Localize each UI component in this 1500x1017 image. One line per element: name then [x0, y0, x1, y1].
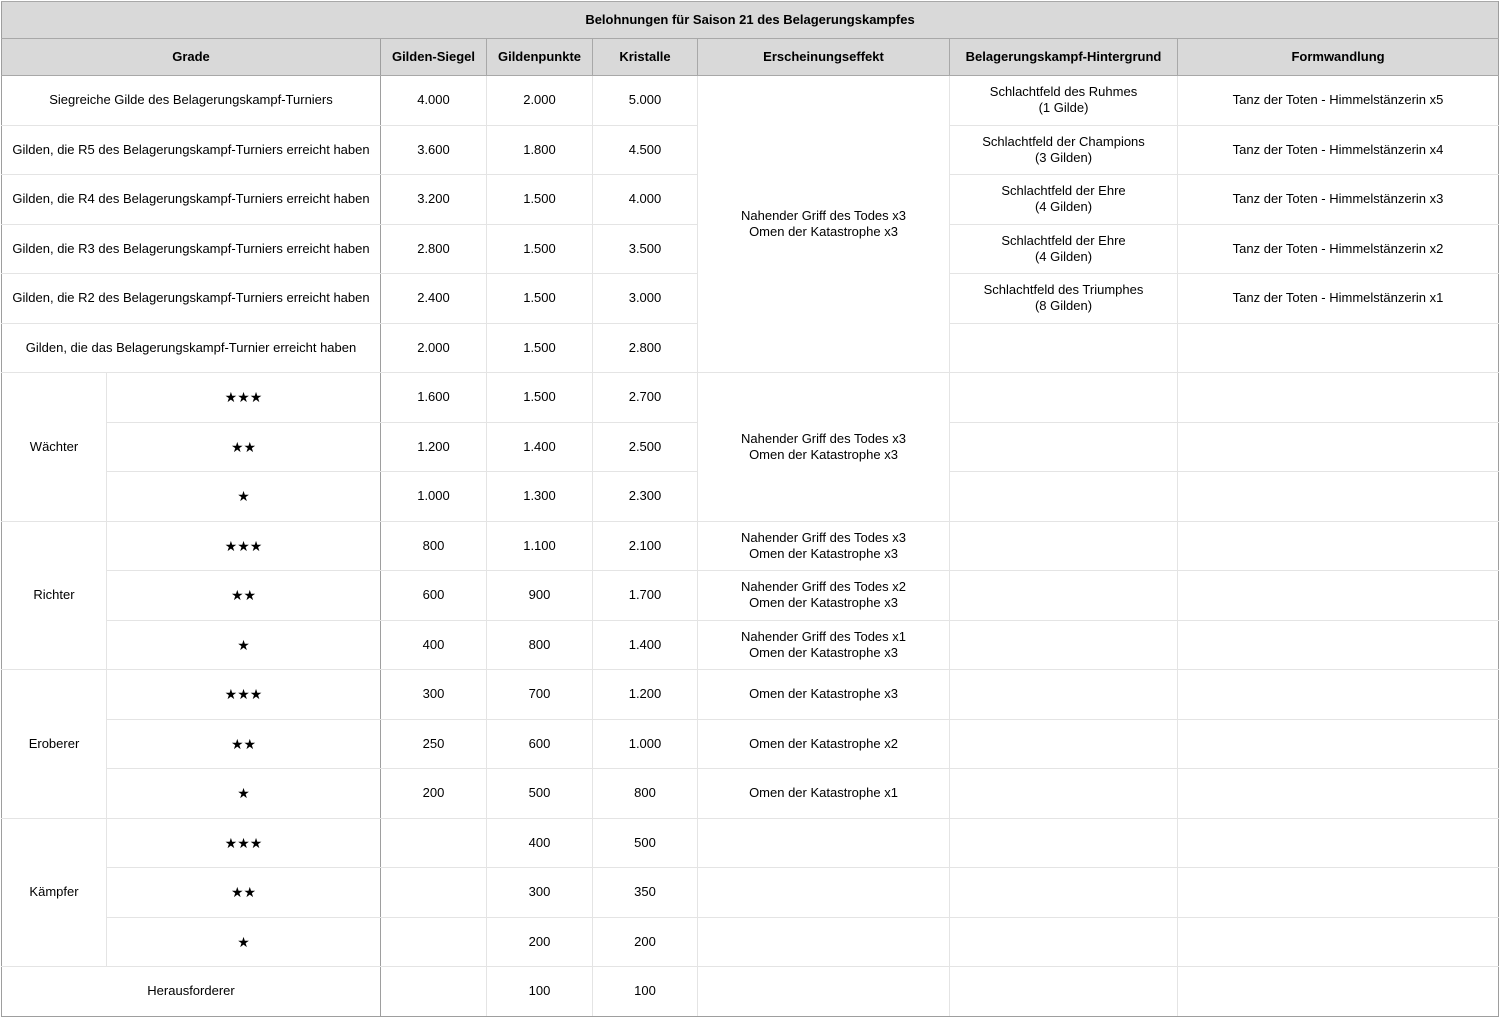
- transform-cell: [1178, 373, 1499, 423]
- grade-cell: Gilden, die R4 des Belagerungskampf-Turniers erreicht haben: [2, 175, 381, 225]
- crystals-cell: 1.200: [593, 670, 698, 720]
- grade-cell: Gilden, die R5 des Belagerungskampf-Turniers erreicht haben: [2, 125, 381, 175]
- crystals-cell: 200: [593, 917, 698, 967]
- grade-group-waechter: Wächter: [2, 373, 107, 522]
- background-cell: [950, 76, 1178, 126]
- header-background: Belagerungskampf-Hintergrund: [950, 39, 1178, 76]
- effect-line: Omen der Katastrophe x3: [749, 644, 898, 660]
- background-count: (3 Gilden): [1034, 149, 1093, 165]
- seals-cell: 250: [381, 719, 487, 769]
- transform-cell: [1178, 818, 1499, 868]
- seals-cell: 4.000: [381, 76, 487, 126]
- crystals-cell: 1.700: [593, 571, 698, 621]
- points-cell: 1.100: [487, 521, 593, 571]
- transform-cell: [1178, 472, 1499, 522]
- effect-cell: [698, 967, 950, 1017]
- table-title: Belohnungen für Saison 21 des Belagerungskampfes: [2, 2, 1499, 39]
- background-cell: [950, 373, 1178, 423]
- points-cell: 2.000: [487, 76, 593, 126]
- background-cell: [950, 422, 1178, 472]
- table-row: [2, 670, 1499, 720]
- stars-cell: ★★★: [107, 818, 381, 868]
- effect-cell: [698, 620, 950, 670]
- background-cell: [950, 175, 1178, 225]
- points-cell: 600: [487, 719, 593, 769]
- crystals-cell: 2.100: [593, 521, 698, 571]
- crystals-cell: 4.500: [593, 125, 698, 175]
- background-count: (8 Gilden): [1034, 298, 1093, 314]
- transform-cell: Tanz der Toten - Himmelstänzerin x2: [1178, 224, 1499, 274]
- effect-cell: [698, 868, 950, 918]
- background-cell: [950, 620, 1178, 670]
- header-seals: Gilden-Siegel: [381, 39, 487, 76]
- effect-cell: [698, 373, 950, 522]
- background-cell: [950, 818, 1178, 868]
- transform-cell: Tanz der Toten - Himmelstänzerin x5: [1178, 76, 1499, 126]
- background-cell: [950, 224, 1178, 274]
- transform-cell: [1178, 769, 1499, 819]
- effect-line: Omen der Katastrophe x3: [749, 224, 898, 239]
- seals-cell: 2.800: [381, 224, 487, 274]
- effect-cell: [698, 76, 950, 373]
- transform-cell: [1178, 521, 1499, 571]
- crystals-cell: 1.000: [593, 719, 698, 769]
- crystals-cell: 2.800: [593, 323, 698, 373]
- crystals-cell: 500: [593, 818, 698, 868]
- grade-cell: Gilden, die R3 des Belagerungskampf-Turniers erreicht haben: [2, 224, 381, 274]
- transform-cell: Tanz der Toten - Himmelstänzerin x1: [1178, 274, 1499, 324]
- points-cell: 900: [487, 571, 593, 621]
- points-cell: 200: [487, 917, 593, 967]
- effect-cell: Omen der Katastrophe x2: [698, 719, 950, 769]
- background-count: (4 Gilden): [1034, 248, 1093, 264]
- effect-line: Nahender Griff des Todes x3: [740, 208, 906, 223]
- points-cell: 1.500: [487, 373, 593, 423]
- effect-line: Nahender Griff des Todes x3: [740, 529, 906, 545]
- seals-cell: 1.200: [381, 422, 487, 472]
- stars-cell: ★: [107, 769, 381, 819]
- background-cell: [950, 917, 1178, 967]
- background-name: Schlachtfeld der Ehre: [1001, 232, 1126, 248]
- background-cell: [950, 670, 1178, 720]
- table-row: [2, 373, 1499, 423]
- stars-cell: ★★: [107, 719, 381, 769]
- background-cell: [950, 719, 1178, 769]
- stars-cell: ★★: [107, 868, 381, 918]
- effect-line: Omen der Katastrophe x3: [749, 595, 898, 611]
- table-row: [2, 719, 1499, 769]
- points-cell: 1.500: [487, 274, 593, 324]
- points-cell: 700: [487, 670, 593, 720]
- grade-cell: Gilden, die das Belagerungskampf-Turnier erreicht haben: [2, 323, 381, 373]
- stars-cell: ★★: [107, 422, 381, 472]
- crystals-cell: 800: [593, 769, 698, 819]
- transform-cell: Tanz der Toten - Himmelstänzerin x3: [1178, 175, 1499, 225]
- background-name: Schlachtfeld des Triumphes: [983, 282, 1144, 298]
- table-row: [2, 868, 1499, 918]
- header-points: Gildenpunkte: [487, 39, 593, 76]
- table-row: [2, 571, 1499, 621]
- seals-cell: [381, 917, 487, 967]
- effect-line: Nahender Griff des Todes x3: [740, 430, 906, 446]
- table-row: [2, 769, 1499, 819]
- points-cell: 1.400: [487, 422, 593, 472]
- seals-cell: 200: [381, 769, 487, 819]
- seals-cell: 800: [381, 521, 487, 571]
- effect-cell: [698, 818, 950, 868]
- background-name: Schlachtfeld der Champions: [982, 133, 1145, 149]
- background-count: (1 Gilde): [1038, 100, 1089, 116]
- effect-cell: [698, 917, 950, 967]
- transform-cell: [1178, 719, 1499, 769]
- crystals-cell: 2.500: [593, 422, 698, 472]
- crystals-cell: 3.000: [593, 274, 698, 324]
- effect-cell: Omen der Katastrophe x3: [698, 670, 950, 720]
- crystals-cell: 1.400: [593, 620, 698, 670]
- background-cell: [950, 521, 1178, 571]
- seals-cell: 1.600: [381, 373, 487, 423]
- effect-line: Nahender Griff des Todes x1: [740, 628, 906, 644]
- effect-cell: [698, 571, 950, 621]
- grade-cell: Siegreiche Gilde des Belagerungskampf-Turniers: [2, 76, 381, 126]
- grade-cell: Herausforderer: [2, 967, 381, 1017]
- seals-cell: 3.600: [381, 125, 487, 175]
- crystals-cell: 2.300: [593, 472, 698, 522]
- transform-cell: [1178, 620, 1499, 670]
- rewards-table: [1, 1, 1499, 1017]
- header-transform: Formwandlung: [1178, 39, 1499, 76]
- seals-cell: 2.400: [381, 274, 487, 324]
- stars-cell: ★★: [107, 571, 381, 621]
- transform-cell: [1178, 571, 1499, 621]
- points-cell: 400: [487, 818, 593, 868]
- background-cell: [950, 868, 1178, 918]
- seals-cell: 300: [381, 670, 487, 720]
- seals-cell: 1.000: [381, 472, 487, 522]
- header-crystals: Kristalle: [593, 39, 698, 76]
- effect-cell: [698, 521, 950, 571]
- effect-cell: Omen der Katastrophe x1: [698, 769, 950, 819]
- crystals-cell: 3.500: [593, 224, 698, 274]
- points-cell: 1.300: [487, 472, 593, 522]
- transform-cell: [1178, 422, 1499, 472]
- header-grade: Grade: [2, 39, 381, 76]
- seals-cell: 600: [381, 571, 487, 621]
- background-cell: [950, 323, 1178, 373]
- grade-group-kaempfer: Kämpfer: [2, 818, 107, 967]
- background-cell: [950, 274, 1178, 324]
- points-cell: 1.500: [487, 175, 593, 225]
- seals-cell: 3.200: [381, 175, 487, 225]
- transform-cell: [1178, 323, 1499, 373]
- points-cell: 100: [487, 967, 593, 1017]
- transform-cell: Tanz der Toten - Himmelstänzerin x4: [1178, 125, 1499, 175]
- effect-line: Omen der Katastrophe x3: [749, 545, 898, 561]
- background-cell: [950, 769, 1178, 819]
- effect-line: Nahender Griff des Todes x2: [740, 579, 906, 595]
- grade-cell: Gilden, die R2 des Belagerungskampf-Turniers erreicht haben: [2, 274, 381, 324]
- crystals-cell: 2.700: [593, 373, 698, 423]
- points-cell: 1.500: [487, 224, 593, 274]
- crystals-cell: 100: [593, 967, 698, 1017]
- stars-cell: ★★★: [107, 521, 381, 571]
- crystals-cell: 5.000: [593, 76, 698, 126]
- transform-cell: [1178, 917, 1499, 967]
- points-cell: 1.800: [487, 125, 593, 175]
- transform-cell: [1178, 967, 1499, 1017]
- background-count: (4 Gilden): [1034, 199, 1093, 215]
- stars-cell: ★: [107, 620, 381, 670]
- transform-cell: [1178, 868, 1499, 918]
- table-row: [2, 521, 1499, 571]
- seals-cell: 400: [381, 620, 487, 670]
- seals-cell: 2.000: [381, 323, 487, 373]
- grade-group-eroberer: Eroberer: [2, 670, 107, 819]
- table-row: [2, 76, 1499, 126]
- stars-cell: ★★★: [107, 670, 381, 720]
- table-row: [2, 620, 1499, 670]
- background-cell: [950, 472, 1178, 522]
- table-row: [2, 818, 1499, 868]
- seals-cell: [381, 967, 487, 1017]
- background-cell: [950, 571, 1178, 621]
- background-name: Schlachtfeld des Ruhmes: [989, 84, 1138, 100]
- stars-cell: ★★★: [107, 373, 381, 423]
- table-row: [2, 917, 1499, 967]
- crystals-cell: 350: [593, 868, 698, 918]
- table-row: [2, 967, 1499, 1017]
- grade-group-richter: Richter: [2, 521, 107, 670]
- crystals-cell: 4.000: [593, 175, 698, 225]
- seals-cell: [381, 868, 487, 918]
- stars-cell: ★: [107, 472, 381, 522]
- seals-cell: [381, 818, 487, 868]
- header-effect: Erscheinungseffekt: [698, 39, 950, 76]
- points-cell: 800: [487, 620, 593, 670]
- background-cell: [950, 967, 1178, 1017]
- background-name: Schlachtfeld der Ehre: [1001, 183, 1126, 199]
- effect-line: Omen der Katastrophe x3: [749, 446, 898, 462]
- points-cell: 300: [487, 868, 593, 918]
- transform-cell: [1178, 670, 1499, 720]
- points-cell: 1.500: [487, 323, 593, 373]
- background-cell: [950, 125, 1178, 175]
- points-cell: 500: [487, 769, 593, 819]
- stars-cell: ★: [107, 917, 381, 967]
